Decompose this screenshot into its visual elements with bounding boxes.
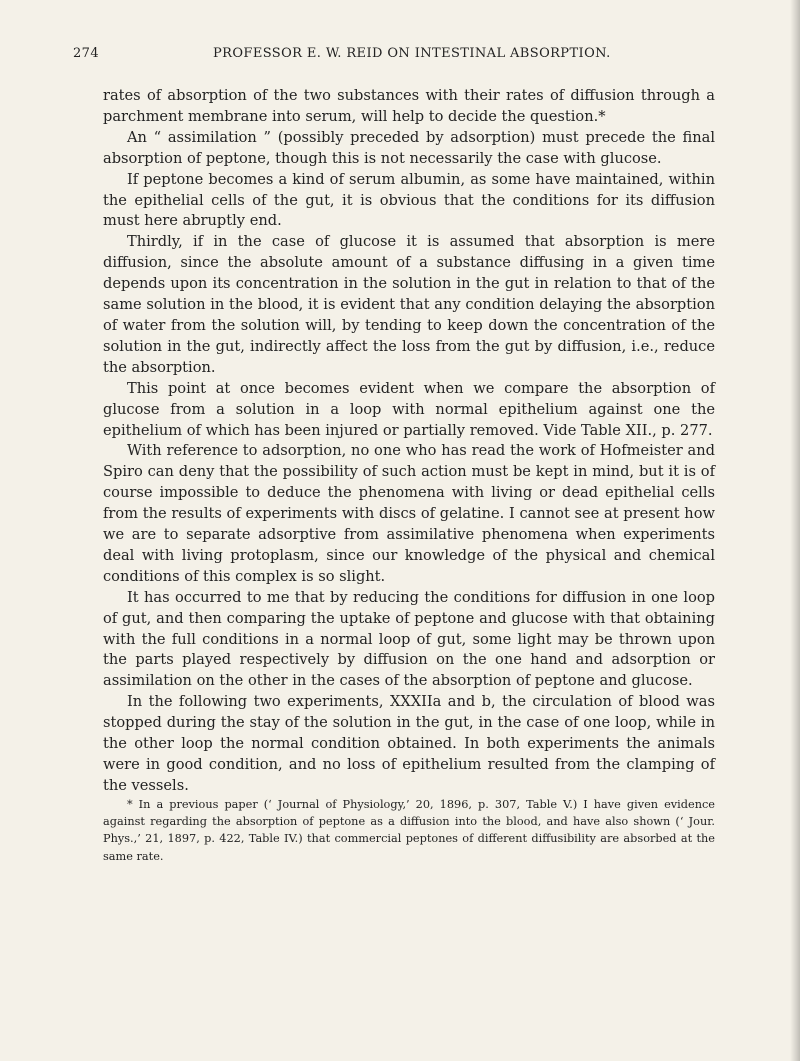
paragraph: With reference to adsorption, no one who has read the work of Hofmeister and Spiro can deny that the possibility of such action must be kept in mind, but it is of course impossible to deduce the phenomena with living or dead epithelial cells from the results of experiments with discs of gelatine. I cannot see at present how we are to separate adsorptive from assimilative phenomena when experiments deal with living protoplasm, since our knowledge of the physical and chemical conditions of this complex is so slight. [103,442,715,585]
paragraph: It has occurred to me that by reducing the conditions for diffusion in one loop of gut, and then comparing the uptake of peptone and glucose with that obtaining with the full conditions in a normal loop of gut, some light may be thrown upon the parts played respectively by diffusion on the one hand and adsorption or assimilation on the other in the cases of the absorption of peptone and glucose. [103,588,715,690]
running-head [73,46,718,61]
paragraph: This point at once becomes evident when we compare the absorption of glucose from a solution in a loop with normal epithelium against one the epithelium of which has been injured or partially removed. Vide Table XII., p. 277. [103,379,715,439]
paragraph: In the following two experiments, XXXIIa and b, the circulation of blood was stopped during the stay of the solution in the gut, in the case of one loop, while in the other loop the normal condition obtained. In both experiments the animals were in good condition, and no loss of epithelium resulted from the clamping of the vessels. [103,693,715,794]
paragraph: An “ assimilation ” (possibly preceded by adsorption) must precede the final absorption of peptone, though this is not necessarily the case with glucose. [103,128,715,167]
paragraph: Thirdly, if in the case of glucose it is assumed that absorption is mere diffusion, since the absolute amount of a substance diffusing in a given time depends upon its concentration in the solution in the gut in relation to that of the same solution in the blood, it is evident that any condition delaying the absorption of water from the solution will, by tending to keep down the concentration of the solution in the gut, indirectly affect the loss from the gut by diffusion, i.e., reduce the absorption. [103,233,715,376]
body-text [103,86,715,797]
running-title: PROFESSOR E. W. REID ON INTESTINAL ABSORPTION. [213,46,611,61]
footnote: * In a previous paper (‘ Journal of Physiology,’ 20, 1896, p. 307, Table V.) I have given evidence against regarding the absorption of peptone as a diffusion into the blood, and have also shown (‘ Jour. Phys.,’ 21, 1897, p. 422, Table IV.) that commercial peptones of different diffusibility are absorbed at the same rate. [103,798,715,863]
paragraph: rates of absorption of the two substances with their rates of diffusion through a parchment membrane into serum, will help to decide the question.* [103,87,715,125]
paragraph: If peptone becomes a kind of serum albumin, as some have maintained, within the epithelial cells of the gut, it is obvious that the conditions for its diffusion must here abruptly end. [103,170,715,230]
page-edge-shadow [790,0,800,1061]
page-number: 274 [73,46,100,61]
